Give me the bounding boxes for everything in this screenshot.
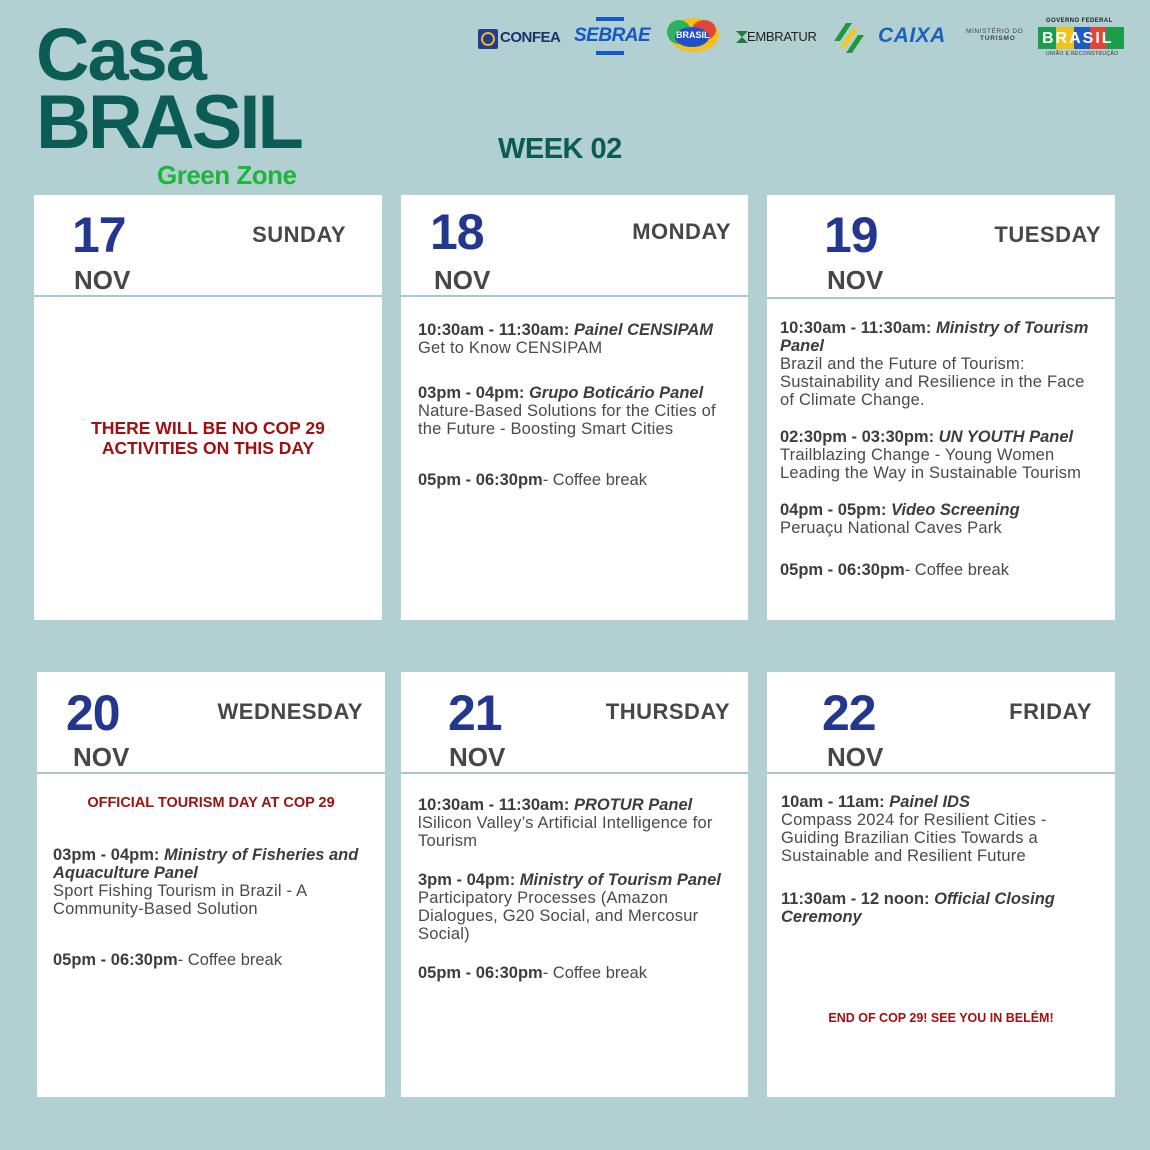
event-description: Compass 2024 for Resilient Cities - Guiding Brazilian Cities Towards a Sustainable and Resilient Future [781,811,1047,865]
event-description: - Coffee break [904,561,1009,579]
event-time: 05pm - 06:30pm [418,964,543,982]
event-time: 3pm - 04pm: [418,871,516,889]
event-time: 10:30am - 11:30am: [418,321,570,339]
header-divider [401,295,748,297]
event-item [53,846,373,918]
event-title: Ministry of Fisheries and Aquaculture Panel [53,846,359,882]
day-weekday: MONDAY [632,219,731,244]
day-card-22 [767,672,1115,1097]
events-list [53,846,373,988]
event-description: Nature-Based Solutions for the Cities of the Future - Boosting Smart Cities [418,402,716,438]
confea-seal-icon [478,29,498,49]
header-divider [34,295,382,297]
day-card-17 [34,195,382,620]
header-divider [37,772,385,774]
embratur-logo: EMBRATUR [736,28,822,48]
day-month: NOV [434,265,491,295]
event-description: Brazil and the Future of Tourism: Sustainability and Resilience in the Face of Climate Change. [780,355,1085,409]
confea-logo: CONFEA [476,28,564,50]
event-title: Official Closing Ceremony [781,890,1055,926]
day-card-20 [37,672,385,1097]
event-time: 03pm - 04pm: [53,846,160,864]
event-title: Video Screening [890,501,1020,519]
event-item [418,471,736,489]
event-title: Ministry of Tourism Panel [780,319,1089,355]
event-description: - Coffee break [177,951,282,969]
day-number: 22 [822,685,876,741]
day-month: NOV [449,742,506,772]
event-item [418,871,736,943]
event-item [53,951,373,969]
event-description: Participatory Processes (Amazon Dialogues, G20 Social, and Mercosur Social) [418,889,699,943]
event-description: Peruaçu National Caves Park [780,519,1002,537]
event-description: Trailblazing Change - Young Women Leading the Way in Sustainable Tourism [780,446,1082,482]
governo-federal-logo: GOVERNO FEDERAL BRASIL UNIÃO E RECONSTRUÇÃO [1038,18,1128,58]
brand-brasil: BRASIL [36,80,301,165]
day-number: 18 [430,204,484,260]
day-month: NOV [74,265,131,295]
no-activities-notice: THERE WILL BE NO COP 29 ACTIVITIES ON THIS DAY [91,418,325,458]
sebrae-logo: SEBRAE [574,14,652,58]
event-time: 02:30pm - 03:30pm: [780,428,935,446]
event-item [780,428,1103,482]
event-time: 10:30am - 11:30am: [780,319,932,337]
brasil-blob-logo: BRASIL [664,16,720,54]
event-title: Painel CENSIPAM [573,321,714,339]
day-number: 21 [448,685,502,741]
day-month: NOV [827,265,884,295]
brand-casa: Casa [36,13,205,96]
banco-do-brasil-logo [830,19,866,53]
brand-green-zone: Green Zone [157,160,297,190]
header-divider [401,772,748,774]
day-weekday: THURSDAY [605,699,730,724]
casa-brasil-logo [36,13,301,190]
day-card-19 [767,195,1115,620]
events-list [780,319,1103,598]
week-label: WEEK 02 [498,133,622,165]
event-time: 05pm - 06:30pm [418,471,543,489]
event-item [781,890,1103,926]
day-weekday: TUESDAY [994,222,1101,247]
event-description: - Coffee break [542,964,647,982]
event-description: lSilicon Valley’s Artificial Intelligence for Tourism [418,814,713,850]
event-description: Sport Fishing Tourism in Brazil - A Community-Based Solution [53,882,307,918]
day-weekday: WEDNESDAY [217,699,363,724]
event-time: 10:30am - 11:30am: [418,796,570,814]
event-item [418,384,736,438]
day-weekday: SUNDAY [252,222,346,247]
event-item [780,501,1103,537]
closing-notice: END OF COP 29! SEE YOU IN BELÉM! [828,1011,1054,1025]
event-time: 05pm - 06:30pm [53,951,178,969]
event-item [418,796,736,850]
event-title: Ministry of Tourism Panel [519,871,721,889]
events-list [418,321,736,508]
day-month: NOV [73,742,130,772]
caixa-logo: CAIXA [878,24,946,47]
ministerio-turismo-logo: MINISTÉRIO DO TURISMO [966,28,1024,42]
events-list [418,796,736,1001]
header-divider [767,297,1115,299]
day-month: NOV [827,742,884,772]
event-item [418,964,736,982]
event-item [780,561,1103,579]
event-item [780,319,1103,409]
event-time: 10am - 11am: [781,793,885,811]
day-number: 19 [824,207,878,263]
event-time: 04pm - 05pm: [780,501,887,519]
sponsor-logos [476,14,1128,58]
event-title: PROTUR Panel [573,796,693,814]
event-description: Get to Know CENSIPAM [418,339,603,357]
event-time: 11:30am - 12 noon: [781,890,930,908]
event-description: - Coffee break [542,471,647,489]
event-item [418,321,736,357]
day-weekday: FRIDAY [1009,699,1092,724]
event-title: Painel IDS [889,793,970,811]
event-item [781,793,1103,865]
events-list [781,793,1103,945]
tourism-day-notice: OFFICIAL TOURISM DAY AT COP 29 [87,795,335,811]
day-card-18 [401,195,748,620]
header-divider [767,772,1115,774]
event-title: UN YOUTH Panel [938,428,1074,446]
event-title: Grupo Boticário Panel [528,384,704,402]
event-time: 05pm - 06:30pm [780,561,905,579]
banco-do-brasil-icon [830,19,866,53]
day-number: 20 [66,685,120,741]
day-card-21 [401,672,748,1097]
event-time: 03pm - 04pm: [418,384,525,402]
day-number: 17 [72,207,126,263]
